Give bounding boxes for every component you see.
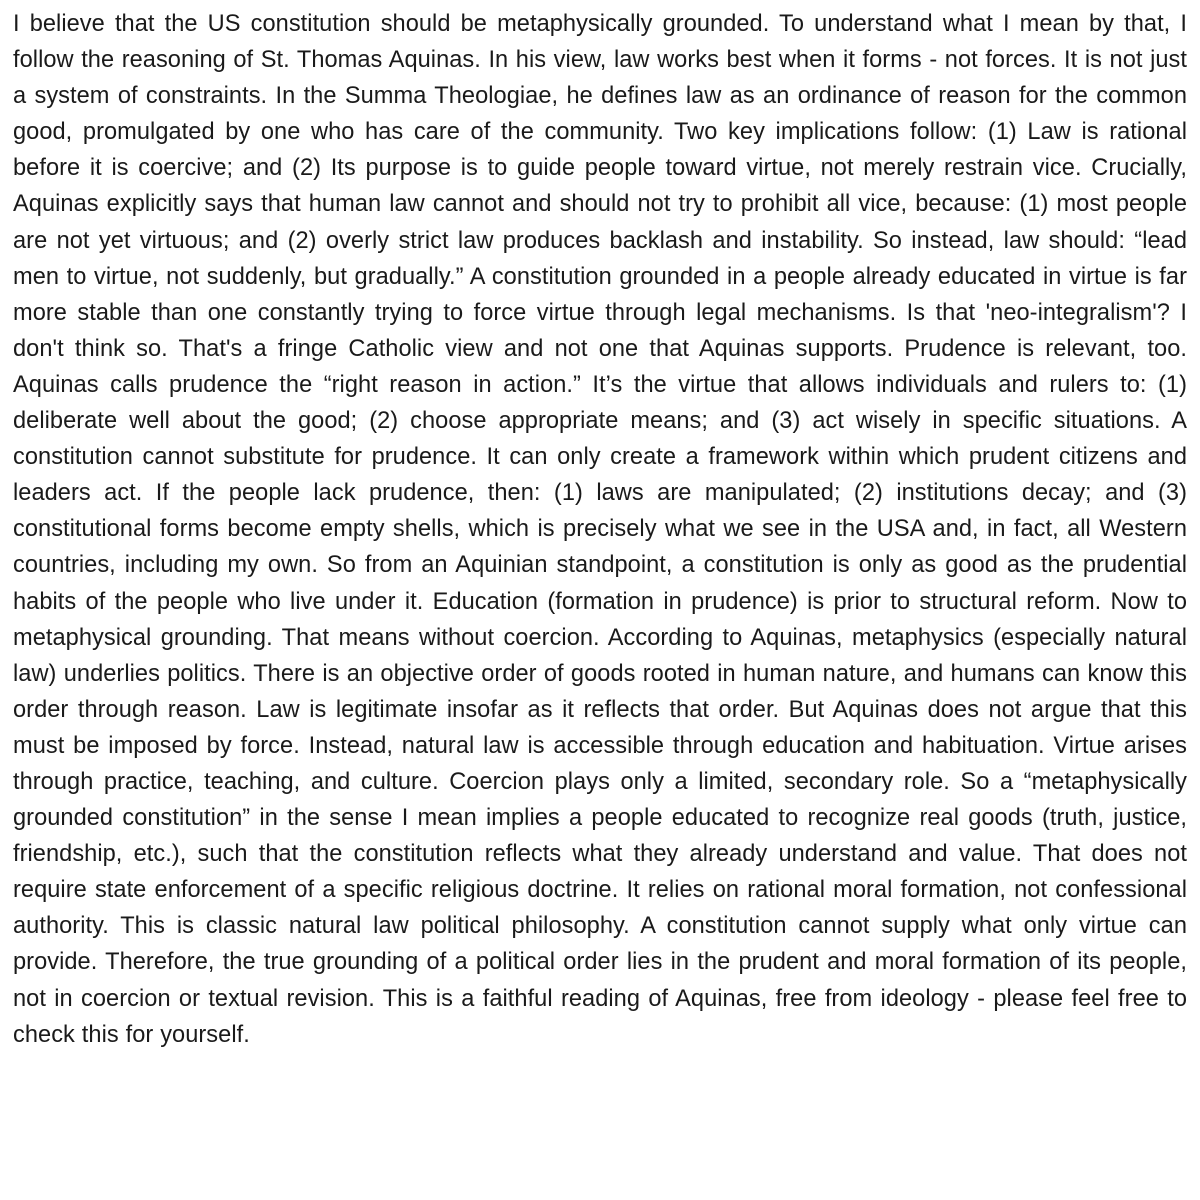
body-paragraph: I believe that the US constitution should be metaphysically grounded. To understand what I mean by that, I follow the reasoning of St. Thomas Aquinas. In his view, law works best when it forms - not forces. It is not just a system of constraints. In the Summa Theologiae, he defines law as an ordinance of reason for the common good, promulgated by one who has care of the community. Two key implications follow: (1) Law is rational before it is coercive; and (2) Its purpose is to guide people toward virtue, not merely restrain vice. Crucially, Aquinas explicitly says that human law cannot and should not try to prohibit all vice, because: (1) most people are not yet virtuous; and (2) overly strict law produces backlash and instability. So instead, law should: “lead men to virtue, not suddenly, but gradually.” A constitution grounded in a people already educated in virtue is far more stable than one constantly trying to force virtue through legal mechanisms. Is that 'neo-integralism'? I don't think so. That's a fringe Catholic view and not one that Aquinas supports. Prudence is relevant, too. Aquinas calls prudence the “right reason in action.” It’s the virtue that allows individuals and rulers to: (1) deliberate well about the good; (2) choose appropriate means; and (3) act wisely in specific situations. A constitution cannot substitute for prudence. It can only create a framework within which prudent citizens and leaders act. If the people lack prudence, then: (1) laws are manipulated; (2) institutions decay; and (3) constitutional forms become empty shells, which is precisely what we see in the USA and, in fact, all Western countries, including my own. So from an Aquinian standpoint, a constitution is only as good as the prudential habits of the people who live under it. Education (formation in prudence) is prior to structural reform. Now to metaphysical grounding. That means without coercion. According to Aquinas, metaphysics (especially natural law) underlies politics. There is an objective order of goods rooted in human nature, and humans can know this order through reason. Law is legitimate insofar as it reflects that order. But Aquinas does not argue that this must be imposed by force. Instead, natural law is accessible through education and habituation. Virtue arises through practice, teaching, and culture. Coercion plays only a limited, secondary role. So a “metaphysically grounded constitution” in the sense I mean implies a people educated to recognize real goods (truth, justice, friendship, etc.), such that the constitution reflects what they already understand and value. That does not require state enforcement of a specific religious doctrine. It relies on rational moral formation, not confessional authority. This is classic natural law political philosophy. A constitution cannot supply what only virtue can provide. Therefore, the true grounding of a political order lies in the prudent and moral formation of its people, not in coercion or textual revision. This is a faithful reading of Aquinas, free from ideology - please feel free to check this for yourself.	[13, 11, 1187, 1048]
